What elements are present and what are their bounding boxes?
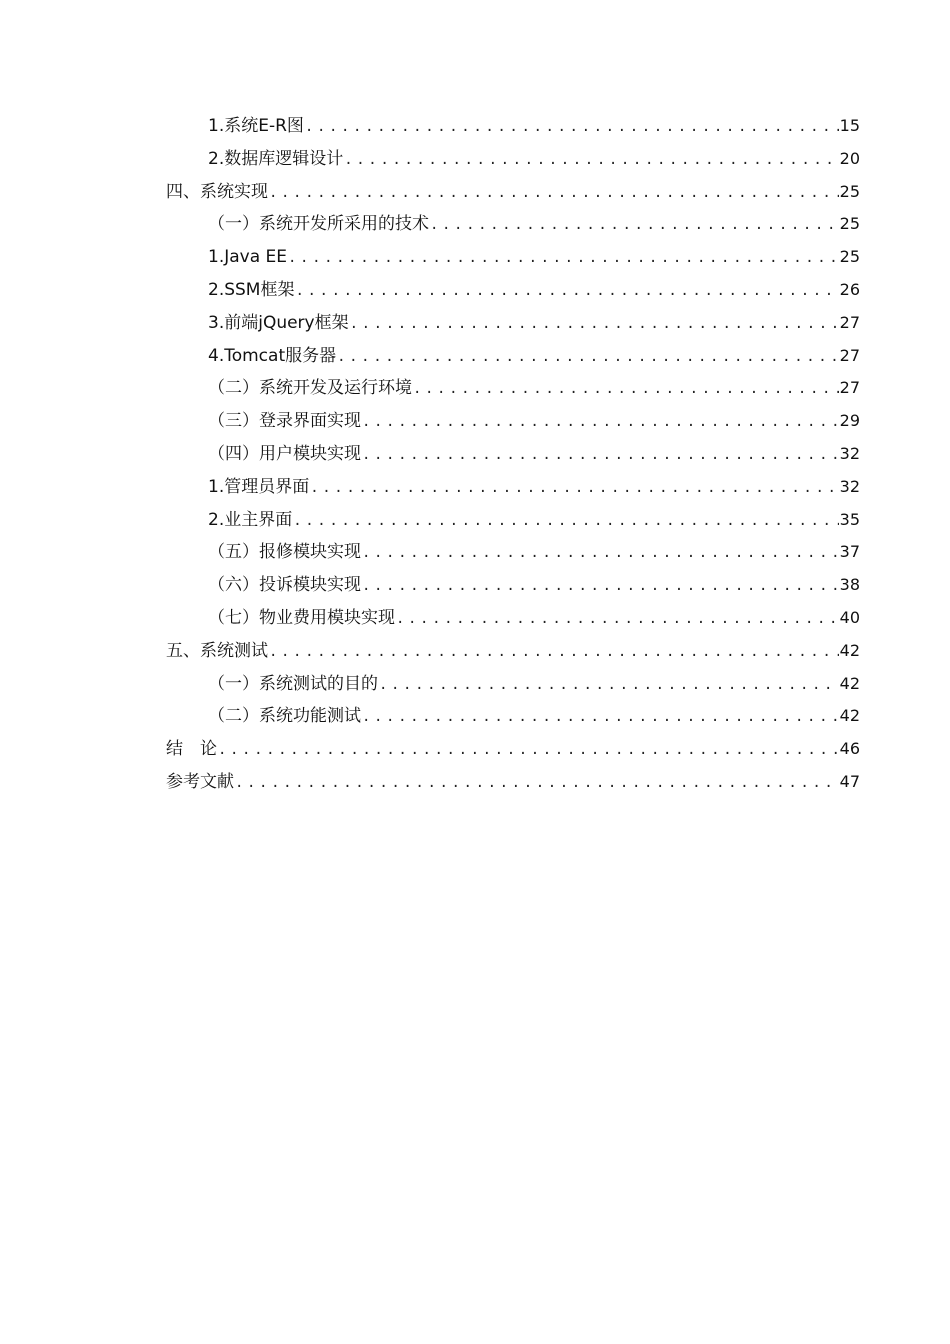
toc-entry[interactable] bbox=[166, 700, 860, 733]
toc-dot-leader bbox=[305, 111, 839, 144]
toc-entry-page: 27 bbox=[839, 378, 860, 398]
toc-entry[interactable] bbox=[166, 143, 860, 176]
toc-dot-leader bbox=[396, 603, 839, 636]
toc-entry-page: 25 bbox=[839, 214, 860, 234]
toc-entry-page: 35 bbox=[839, 509, 860, 529]
toc-entry-title: 五、系统测试 bbox=[166, 640, 268, 661]
toc-entry-page: 25 bbox=[839, 181, 860, 201]
toc-entry-title: （七）物业费用模块实现 bbox=[208, 607, 395, 628]
toc-entry-title: 结 论 bbox=[166, 739, 217, 760]
toc-entry-title: 1.Java EE bbox=[208, 247, 288, 268]
toc-entry[interactable] bbox=[166, 536, 860, 569]
toc-dot-leader bbox=[344, 144, 838, 177]
toc-entry[interactable] bbox=[166, 569, 860, 602]
toc-entry-page: 20 bbox=[839, 148, 860, 168]
toc-entry[interactable] bbox=[166, 176, 860, 209]
toc-entry[interactable] bbox=[166, 208, 860, 241]
toc-entry-page: 47 bbox=[839, 771, 860, 791]
toc-dot-leader bbox=[362, 701, 839, 734]
toc-dot-leader bbox=[269, 177, 839, 210]
toc-entry-title: 4.Tomcat服务器 bbox=[208, 345, 337, 366]
toc-entry-title: 四、系统实现 bbox=[166, 181, 268, 202]
toc-entry-title: （二）系统开发及运行环境 bbox=[208, 378, 412, 399]
toc-dot-leader bbox=[269, 636, 839, 669]
toc-entry-title: 2.SSM框架 bbox=[208, 279, 295, 300]
toc-entry[interactable] bbox=[166, 668, 860, 701]
toc-entry[interactable] bbox=[166, 241, 860, 274]
toc-dot-leader bbox=[218, 734, 839, 767]
toc-entry[interactable] bbox=[166, 340, 860, 373]
toc-entry-title: 1.系统E-R图 bbox=[208, 116, 304, 136]
toc-entry-page: 38 bbox=[839, 575, 860, 595]
toc-entry-page: 40 bbox=[839, 607, 860, 627]
toc-entry-page: 32 bbox=[839, 443, 860, 463]
toc-dot-leader bbox=[350, 308, 839, 341]
table-of-contents bbox=[166, 110, 860, 799]
toc-dot-leader bbox=[413, 373, 839, 406]
toc-entry-page: 27 bbox=[839, 345, 860, 365]
toc-entry[interactable] bbox=[166, 405, 860, 438]
toc-entry-title: （六）投诉模块实现 bbox=[208, 575, 361, 596]
toc-dot-leader bbox=[235, 767, 839, 800]
toc-entry-page: 42 bbox=[839, 640, 860, 660]
toc-dot-leader bbox=[362, 406, 839, 439]
toc-entry-title: （五）报修模块实现 bbox=[208, 542, 361, 563]
toc-entry-page: 32 bbox=[839, 476, 860, 496]
toc-entry[interactable] bbox=[166, 471, 860, 504]
toc-entry[interactable] bbox=[166, 504, 860, 537]
toc-entry-title: 1.管理员界面 bbox=[208, 476, 310, 497]
toc-dot-leader bbox=[379, 669, 839, 702]
toc-entry-page: 42 bbox=[839, 706, 860, 726]
toc-entry-title: （一）系统开发所采用的技术 bbox=[208, 214, 429, 235]
toc-dot-leader bbox=[430, 209, 839, 242]
toc-dot-leader bbox=[362, 537, 839, 570]
toc-entry-title: 2.业主界面 bbox=[208, 509, 293, 530]
toc-entry[interactable] bbox=[166, 274, 860, 307]
toc-entry-page: 15 bbox=[839, 116, 860, 135]
toc-dot-leader bbox=[362, 439, 839, 472]
toc-dot-leader bbox=[337, 341, 839, 374]
toc-dot-leader bbox=[310, 472, 838, 505]
toc-entry[interactable] bbox=[166, 766, 860, 799]
toc-entry[interactable] bbox=[166, 372, 860, 405]
toc-dot-leader bbox=[288, 242, 839, 275]
toc-entry[interactable] bbox=[166, 602, 860, 635]
toc-entry-page: 27 bbox=[839, 312, 860, 332]
toc-entry[interactable] bbox=[166, 110, 860, 143]
toc-dot-leader bbox=[295, 275, 838, 308]
toc-entry[interactable] bbox=[166, 733, 860, 766]
toc-entry-title: 3.前端jQuery框架 bbox=[208, 312, 349, 333]
toc-entry-page: 25 bbox=[839, 247, 860, 267]
toc-entry[interactable] bbox=[166, 635, 860, 668]
toc-entry-title: （三）登录界面实现 bbox=[208, 411, 361, 432]
toc-entry-page: 42 bbox=[839, 673, 860, 693]
toc-entry-title: （四）用户模块实现 bbox=[208, 443, 361, 464]
toc-dot-leader bbox=[362, 570, 839, 603]
toc-dot-leader bbox=[293, 505, 838, 538]
toc-entry-page: 46 bbox=[839, 739, 860, 759]
toc-entry-title: 参考文献 bbox=[166, 771, 234, 792]
toc-entry[interactable] bbox=[166, 307, 860, 340]
toc-entry[interactable] bbox=[166, 438, 860, 471]
toc-entry-title: （二）系统功能测试 bbox=[208, 706, 361, 727]
toc-entry-title: （一）系统测试的目的 bbox=[208, 673, 378, 694]
toc-entry-page: 37 bbox=[839, 542, 860, 562]
toc-entry-page: 26 bbox=[839, 279, 860, 299]
toc-entry-page: 29 bbox=[839, 411, 860, 431]
toc-entry-title: 2.数据库逻辑设计 bbox=[208, 148, 344, 169]
